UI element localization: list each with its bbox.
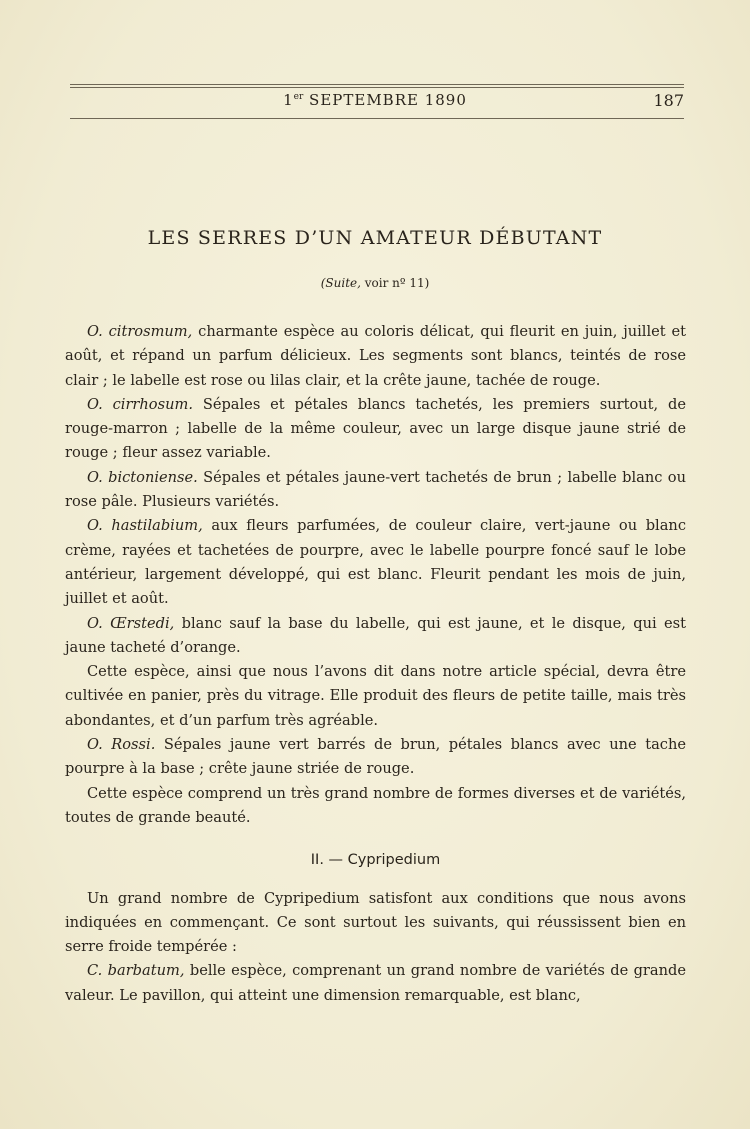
paragraph bbox=[65, 393, 686, 466]
continuation-note-italic: (Suite, bbox=[320, 276, 361, 290]
paragraph bbox=[65, 660, 686, 733]
continuation-note bbox=[0, 276, 750, 290]
species-name: O. Œrstedi, bbox=[87, 614, 175, 632]
header-top-rule-double bbox=[70, 87, 684, 88]
paragraph bbox=[65, 782, 686, 831]
paragraph bbox=[65, 959, 686, 1008]
header-bottom-rule bbox=[70, 118, 684, 119]
article-body bbox=[65, 320, 686, 1008]
header-top-rule bbox=[70, 84, 684, 85]
species-name: O. citrosmum, bbox=[87, 323, 193, 340]
continuation-note-reference: voir nº 11) bbox=[360, 276, 430, 290]
paragraph bbox=[65, 466, 686, 515]
paragraph-text: Cette espèce comprend un très grand nombre de formes diverses et de variétés, toutes de grande beauté. bbox=[65, 784, 686, 826]
paragraph-text: Sépales et pétales jaune-vert tachetés de brun ; labelle blanc ou rose pâle. Plusieurs variétés. bbox=[65, 468, 686, 511]
paragraph-text: Cette espèce, ainsi que nous l’avons dit dans notre article spécial, devra être cultivée en panier, près du vitrage. Elle produit des fleurs de petite taille, mais très abondantes, et d’un parfum très agréable. bbox=[65, 663, 686, 729]
paragraph bbox=[65, 612, 686, 661]
header-date-day: 1 bbox=[283, 91, 294, 109]
species-name: O. hastilabium, bbox=[87, 517, 203, 535]
paragraph-text: Un grand nombre de Cypripedium satisfont aux conditions que nous avons indiquées en commençant. Ce sont surtout les suivants, qui réussissent bien en serre froide tempérée : bbox=[65, 889, 686, 956]
species-name: O. cirrhosum. bbox=[87, 395, 193, 413]
page-number: 187 bbox=[653, 91, 684, 110]
species-name: C. barbatum, bbox=[87, 962, 185, 980]
header-date-superscript: er bbox=[293, 92, 304, 102]
paragraph-text: aux fleurs parfumées, de couleur claire, vert-jaune ou blanc crème, rayées et tachetées de pourpre, avec le labelle pourpre foncé sauf le lobe antérieur, largement développé, qui est blanc. Fleurit pendant les mois de juin, juillet et août. bbox=[65, 517, 687, 608]
paragraph bbox=[65, 320, 686, 393]
paragraph-text: charmante espèce au coloris délicat, qui fleurit en juin, juillet et août, et répand un parfum délicieux. Les segments sont blancs, teintés de rose clair ; le labelle est rose ou lilas clair, et la crête jaune, tachée de rouge. bbox=[65, 323, 687, 389]
paragraph-text: Sépales et pétales blancs tachetés, les premiers surtout, de rouge-marron ; labelle de la même couleur, avec un large disque jaune strié de rouge ; fleur assez variable. bbox=[65, 395, 686, 462]
paragraph bbox=[65, 514, 686, 611]
paragraph bbox=[65, 887, 686, 960]
paragraph-text: blanc sauf la base du labelle, qui est jaune, et le disque, qui est jaune tacheté d’orange. bbox=[65, 614, 686, 656]
paragraph-text: Sépales jaune vert barrés de brun, pétales blancs avec une tache pourpre à la base ; crête jaune striée de rouge. bbox=[65, 736, 686, 778]
species-name: O. bictoniense. bbox=[87, 468, 198, 486]
header-date-month-year: SEPTEMBRE 1890 bbox=[303, 91, 467, 109]
header-date bbox=[200, 91, 550, 109]
paragraph-text: belle espèce, comprenant un grand nombre de variétés de grande valeur. Le pavillon, qui atteint une dimension remarquable, est blanc, bbox=[65, 962, 686, 1004]
article-title: LES SERRES D’UN AMATEUR DÉBUTANT bbox=[147, 227, 603, 249]
species-name: O. Rossi. bbox=[87, 736, 156, 754]
paragraph bbox=[65, 733, 686, 782]
section-heading: II. — Cypripedium bbox=[310, 852, 441, 869]
